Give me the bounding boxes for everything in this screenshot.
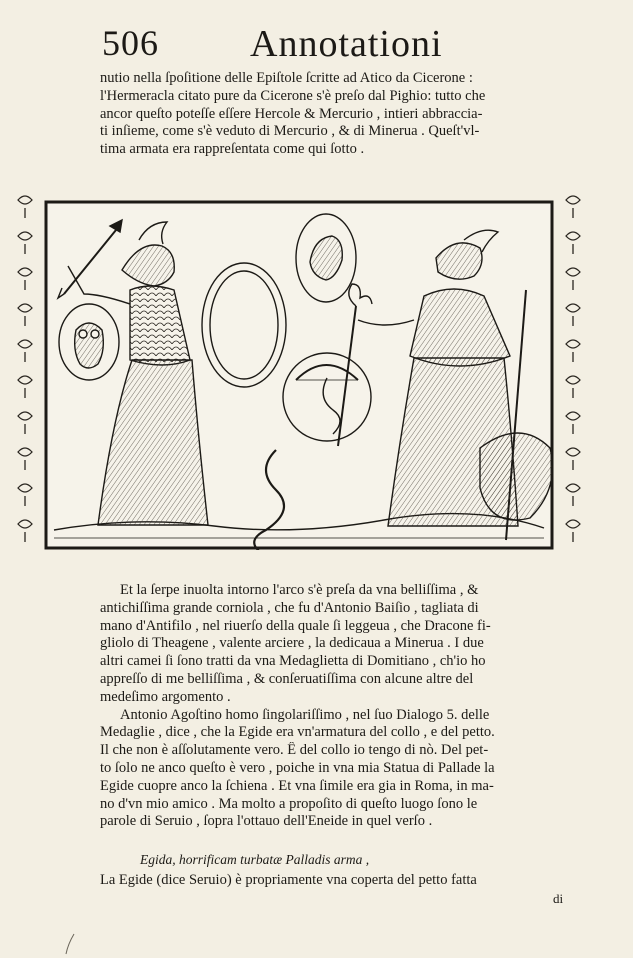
text-line: mano d'Antifilo , nel riuerſo della quale ſi leggeua , che Dracone fi- bbox=[100, 617, 491, 634]
running-title: Annotationi bbox=[250, 23, 443, 65]
paragraph-servius bbox=[100, 872, 586, 890]
text-line: Il che non è aſſolutamente vero. Ê del collo io tengo di nò. Del pet- bbox=[100, 742, 489, 759]
text-line: La Egide (dice Seruio) è propriamente vna coperta del petto fatta bbox=[100, 872, 477, 888]
verse-quote: Egida, horrificam turbatæ Palladis arma , bbox=[140, 852, 370, 867]
text-line: parole di Seruio , ſopra l'ottauo dell'Eneide in quel verſo . bbox=[100, 813, 433, 830]
text-line: l'Hermeracla citato pure da Cicerone s'è preſo dal Pighio: tutto che bbox=[100, 87, 486, 104]
text-line: medeſimo argomento . bbox=[100, 688, 231, 705]
stray-pen-mark bbox=[64, 932, 78, 956]
paragraph-main bbox=[100, 582, 586, 831]
woodcut-figure bbox=[12, 190, 620, 570]
page-number: 506 bbox=[102, 23, 159, 63]
text-line: Et la ſerpe inuolta intorno l'arco s'è preſa da vna belliſſima , & bbox=[120, 582, 479, 598]
text-line: gliolo di Theagene , valente arciere , la dedicaua a Minerua . I due bbox=[100, 635, 484, 652]
text-line: ancor queſto poteſſe eſſere Hercole & Mercurio , intieri abbraccia- bbox=[100, 105, 483, 122]
text-line: ti inſieme, come s'è veduto di Mercurio , & di Minerua . Queſt'vl- bbox=[100, 123, 480, 140]
text-line: tima armata era rappreſentata come qui ſotto . bbox=[100, 141, 365, 158]
ornament-border-left bbox=[12, 190, 38, 562]
text-line: Antonio Agoſtino homo ſingolariſſimo , nel ſuo Dialogo 5. delle bbox=[120, 706, 490, 723]
text-line: no d'vn mio amico . Ma molto a propoſito di queſto luogo ſono le bbox=[100, 795, 478, 812]
minerva-woodcut-illustration bbox=[44, 200, 554, 550]
text-line: to ſolo ne anco queſto è vero , poiche in vna mia Statua di Pallade la bbox=[100, 759, 495, 776]
text-line: appreſſo di me belliſſima , & conſeruatiſſima con alcune altre del bbox=[100, 670, 474, 687]
text-line: antichiſſima grande corniola , che fu d'Antonio Baiſio , tagliata di bbox=[100, 599, 479, 616]
page-header bbox=[100, 22, 600, 66]
text-line: altri camei ſi ſono tratti da vna Medaglietta di Domitiano , ch'io ho bbox=[100, 653, 486, 670]
text-line: nutio nella ſpoſitione delle Epiſtole ſcritte ad Atico da Cicerone : bbox=[100, 70, 473, 86]
catchword: di bbox=[553, 891, 564, 906]
text-line: Egide cuopre anco la ſchiena . Et vna ſimile era gia in Roma, in ma- bbox=[100, 777, 494, 794]
text-line: Medaglie , dice , che la Egide era vn'armatura del collo , e del petto. bbox=[100, 724, 495, 741]
ornament-border-right bbox=[560, 190, 586, 562]
paragraph-intro bbox=[100, 70, 586, 159]
